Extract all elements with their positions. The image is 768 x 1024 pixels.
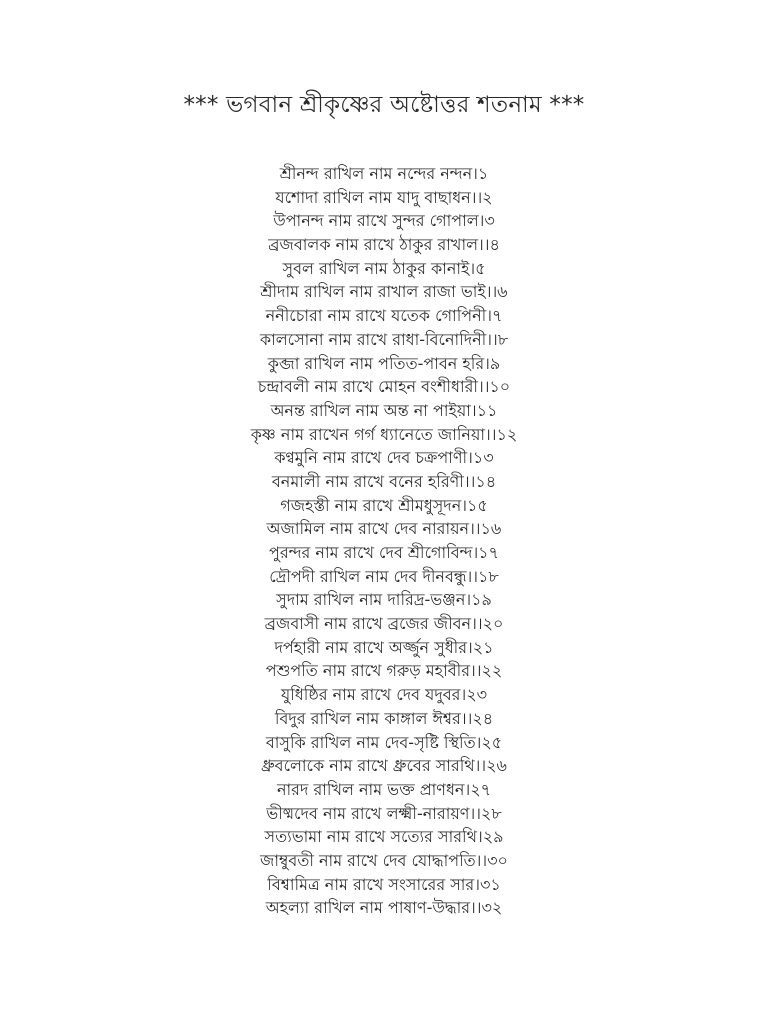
verse-line: উপানন্দ নাম রাখে সুন্দর গোপাল।৩ [273, 211, 495, 231]
verse-line: শ্রীদাম রাখিল নাম রাখাল রাজা ভাই।।৬ [260, 282, 508, 302]
verse-line: ভীষ্মদেব নাম রাখে লক্ষ্মী-নারায়ণ।।২৮ [266, 803, 502, 823]
verse-line: সুদাম রাখিল নাম দারিদ্র-ভঞ্জন।১৯ [276, 590, 492, 610]
verse-line: বাসুকি রাখিল নাম দেব-সৃষ্টি স্থিতি।২৫ [265, 732, 503, 752]
verse-line: কৃষ্ণ নাম রাখেন গর্গ ধ্যানেতে জানিয়া।।১২ [250, 424, 518, 444]
verse-line: বিশ্বামিত্র নাম রাখে সংসারের সার।৩১ [267, 874, 501, 894]
verse-line: চন্দ্রাবলী নাম রাখে মোহন বংশীধারী।।১০ [257, 377, 511, 397]
verse-line: বিদুর রাখিল নাম কাঙ্গাল ঈশ্বর।।২৪ [274, 708, 494, 728]
verse-line: যুধিষ্ঠির নাম রাখে দেব যদুবর।২৩ [280, 685, 488, 705]
verse-line: পশুপতি নাম রাখে গরুড় মহাবীর।।২২ [265, 661, 503, 681]
verse-line: যশোদা রাখিল নাম যাদু বাছাধন।।২ [275, 187, 493, 207]
verse-line: অজামিল নাম রাখে দেব নারায়ন।।১৬ [266, 519, 502, 539]
verse-line: দর্পহারী নাম রাখে অর্জ্জুন সুধীর।২১ [274, 637, 494, 657]
verse-line: অহল্যা রাখিল নাম পাষাণ-উদ্ধার।।৩২ [265, 898, 503, 918]
verse-line: পুরন্দর নাম রাখে দেব শ্রীগোবিন্দ।১৭ [269, 543, 499, 562]
verse-line: ব্রজবাসী নাম রাখে ব্রজের জীবন।।২০ [264, 614, 504, 634]
verse-line: শ্রীনন্দ রাখিল নাম নন্দের নন্দন।১ [279, 164, 489, 183]
verse-line: সুবল রাখিল নাম ঠাকুর কানাই।৫ [282, 258, 486, 278]
verse-line: নারদ রাখিল নাম ভক্ত প্রাণধন।২৭ [276, 779, 492, 799]
verse-line: বনমালী নাম রাখে বনের হরিণী।।১৪ [271, 471, 497, 491]
verse-line: সত্যভামা নাম রাখে সত্যের সারথি।২৯ [264, 827, 504, 847]
verse-line: কুব্জা রাখিল নাম পতিত-পাবন হরি।৯ [267, 353, 501, 373]
verse-line: দ্রৌপদী রাখিল নাম দেব দীনবন্ধু।।১৮ [269, 566, 499, 586]
verse-line: অনন্ত রাখিল নাম অন্ত না পাইয়া।১১ [270, 400, 498, 420]
verse-line: গজহস্তী নাম রাখে শ্রীমধুসূদন।১৫ [280, 495, 488, 515]
page-title: *** ভগবান শ্রীকৃষ্ণের অষ্টোত্তর শতনাম *** [183, 92, 585, 118]
verse-line: কালসোনা নাম রাখে রাধা-বিনোদিনী।।৮ [259, 329, 509, 349]
verse-line: কণ্বমুনি নাম রাখে দেব চক্রপাণী।১৩ [274, 448, 494, 468]
verse-list [0, 162, 768, 920]
verse-line: জাম্বুবতী নাম রাখে দেব যোদ্ধাপতি।।৩০ [260, 850, 508, 870]
verse-line: ব্রজবালক নাম রাখে ঠাকুর রাখাল।।৪ [268, 235, 500, 255]
verse-line: ননীচোরা নাম রাখে যতেক গোপিনী।৭ [265, 306, 503, 326]
verse-line: ধ্রুবলোকে নাম রাখে ধ্রুবের সারথি।।২৬ [261, 756, 507, 776]
